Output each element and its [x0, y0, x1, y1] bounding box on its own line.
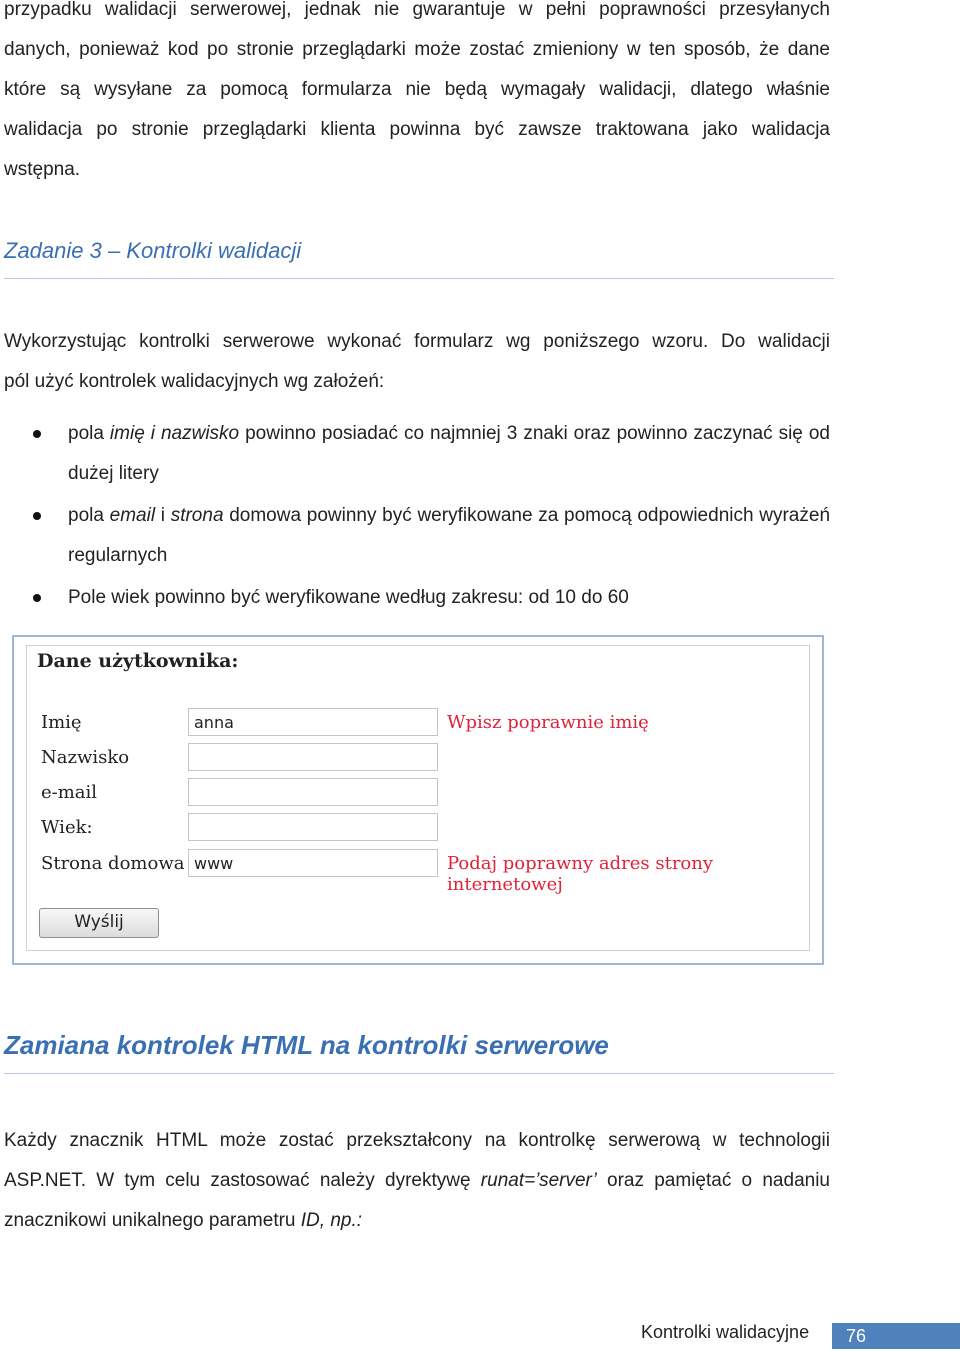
task-line: Wykorzystując kontrolki serwerowe wykonać formularz wg poniższego wzoru. Do walidacji [4, 331, 830, 352]
submit-button[interactable]: Wyślij [39, 908, 159, 938]
intro-line: przypadku walidacji serwerowej, jednak nie gwarantuje w pełni poprawności przesyłanych [4, 0, 830, 20]
form-screenshot [12, 635, 824, 965]
name-label: Imię [41, 712, 82, 733]
bullet-icon [33, 594, 41, 602]
bullet-icon [33, 430, 41, 438]
homepage-label: Strona domowa [41, 853, 185, 874]
form-title: Dane użytkownika: [37, 650, 239, 672]
homepage-input[interactable] [188, 849, 438, 877]
intro-paragraph [4, 0, 830, 190]
section-paragraph [4, 1121, 830, 1241]
intro-line: danych, ponieważ kod po stronie przeglądarki może zostać zmieniony w ten sposób, że dane [4, 39, 830, 60]
age-label: Wiek: [41, 817, 93, 838]
page-number: 76 [832, 1323, 960, 1349]
intro-line: walidacja po stronie przeglądarki klienta powinna być zawsze traktowana jako walidacja [4, 119, 830, 140]
list-item: pola imię i nazwisko powinno posiadać co najmniej 3 znaki oraz powinno zaczynać się od dużej litery [0, 414, 830, 494]
bullet-icon [33, 512, 41, 520]
task-heading: Zadanie 3 – Kontrolki walidacji [4, 238, 834, 279]
requirements-list [0, 414, 830, 620]
list-item: Pole wiek powinno być weryfikowane według zakresu: od 10 do 60 [0, 578, 830, 618]
surname-input[interactable] [188, 743, 438, 771]
section-line: znacznikowi unikalnego parametru ID, np.: [4, 1210, 363, 1231]
email-input[interactable] [188, 778, 438, 806]
email-label: e-mail [41, 782, 98, 803]
intro-line: wstępna. [4, 159, 81, 180]
surname-label: Nazwisko [41, 747, 130, 768]
task-line: pól użyć kontrolek walidacyjnych wg założeń: [4, 371, 385, 392]
age-input[interactable] [188, 813, 438, 841]
name-input[interactable] [188, 708, 438, 736]
task-paragraph [4, 322, 830, 402]
footer-chapter: Kontrolki walidacyjne [641, 1322, 810, 1342]
name-error: Wpisz poprawnie imię [447, 712, 649, 733]
user-form [26, 645, 810, 951]
intro-line: które są wysyłane za pomocą formularza nie będą wymagały walidacji, dlatego właśnie [4, 79, 830, 100]
section-heading: Zamiana kontrolek HTML na kontrolki serwerowe [4, 1030, 834, 1074]
section-line: ASP.NET. W tym celu zastosować należy dyrektywę runat=’server’ oraz pamiętać o nadaniu [4, 1170, 830, 1191]
section-line: Każdy znacznik HTML może zostać przekształcony na kontrolkę serwerową w technologii [4, 1130, 830, 1151]
homepage-error: Podaj poprawny adres strony internetowej [447, 853, 714, 895]
list-item: pola email i strona domowa powinny być weryfikowane za pomocą odpowiednich wyrażeń regularnych [0, 496, 830, 576]
